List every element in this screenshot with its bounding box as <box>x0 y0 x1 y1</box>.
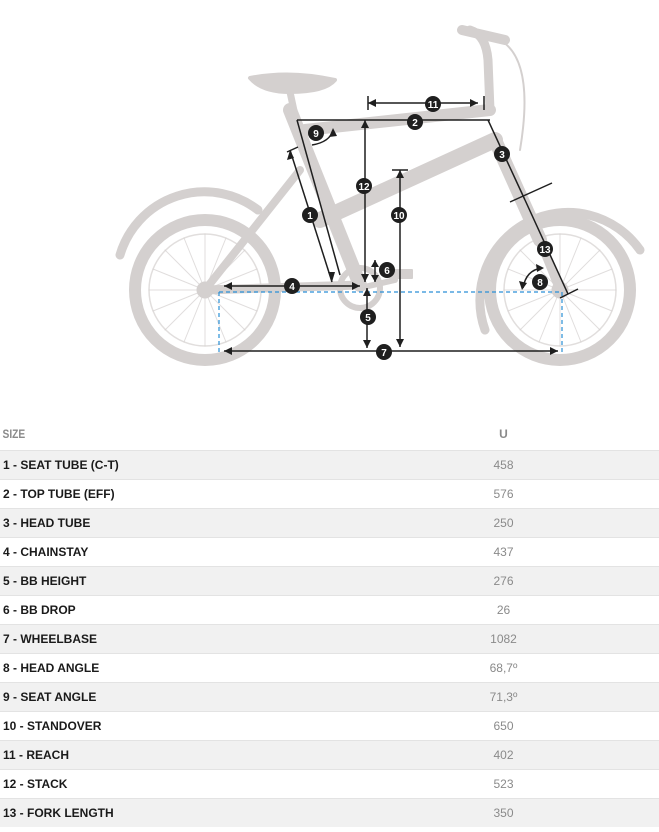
row-label: 12 - STACK <box>3 777 68 791</box>
geometry-table <box>0 418 659 827</box>
row-label: 6 - BB DROP <box>3 603 76 617</box>
row-value: 26 <box>496 603 511 617</box>
table-body <box>0 450 659 827</box>
svg-text:2: 2 <box>412 118 418 129</box>
badge-11 <box>425 96 441 112</box>
row-value: 523 <box>493 777 514 791</box>
table-row <box>0 479 659 508</box>
row-value: 250 <box>493 516 514 530</box>
row-label: 1 - SEAT TUBE (C-T) <box>3 458 119 472</box>
svg-text:8: 8 <box>537 278 543 289</box>
row-label: 2 - TOP TUBE (EFF) <box>3 487 115 501</box>
badge-10 <box>391 207 407 223</box>
svg-text:5: 5 <box>365 313 371 324</box>
svg-text:11: 11 <box>427 100 439 111</box>
table-row <box>0 798 659 827</box>
badge-2 <box>407 114 423 130</box>
svg-text:10: 10 <box>393 211 405 222</box>
bike-geometry-diagram <box>0 0 659 410</box>
table-row <box>0 740 659 769</box>
unit-column-header: U <box>499 427 508 441</box>
bike-illustration <box>0 0 659 410</box>
svg-text:12: 12 <box>358 182 370 193</box>
row-label: 11 - REACH <box>3 748 70 762</box>
table-header <box>0 418 659 450</box>
row-value: 1082 <box>490 632 517 646</box>
row-label: 7 - WHEELBASE <box>3 632 98 646</box>
row-label: 9 - SEAT ANGLE <box>3 690 97 704</box>
table-row <box>0 595 659 624</box>
row-label: 8 - HEAD ANGLE <box>3 661 100 675</box>
table-row <box>0 682 659 711</box>
size-column-header: SIZE <box>2 427 26 441</box>
table-row <box>0 624 659 653</box>
row-label: 13 - FORK LENGTH <box>3 806 114 820</box>
row-value: 576 <box>493 487 514 501</box>
badge-3 <box>494 146 510 162</box>
row-value: 650 <box>493 719 514 733</box>
row-value: 68,7º <box>489 661 518 675</box>
row-value: 276 <box>493 574 514 588</box>
row-label: 10 - STANDOVER <box>3 719 102 733</box>
table-row <box>0 566 659 595</box>
row-value: 437 <box>493 545 514 559</box>
table-row <box>0 537 659 566</box>
table-row <box>0 711 659 740</box>
svg-text:3: 3 <box>499 150 505 161</box>
svg-text:1: 1 <box>307 211 313 222</box>
row-value: 458 <box>493 458 514 472</box>
row-value: 350 <box>493 806 514 820</box>
row-value: 402 <box>493 748 514 762</box>
row-label: 4 - CHAINSTAY <box>3 545 89 559</box>
svg-text:7: 7 <box>381 348 387 359</box>
svg-text:4: 4 <box>289 282 295 293</box>
badge-1 <box>302 207 318 223</box>
bike-silhouette <box>120 30 640 360</box>
table-row <box>0 508 659 537</box>
row-label: 3 - HEAD TUBE <box>3 516 91 530</box>
svg-text:6: 6 <box>384 266 390 277</box>
badge-4 <box>284 278 300 294</box>
badge-8 <box>532 274 548 290</box>
table-row <box>0 450 659 479</box>
badge-12 <box>356 178 372 194</box>
table-row <box>0 769 659 798</box>
svg-text:9: 9 <box>313 129 319 140</box>
badge-7 <box>376 344 392 360</box>
badge-9 <box>308 125 324 141</box>
svg-text:13: 13 <box>539 245 551 256</box>
badge-13 <box>537 241 553 257</box>
row-value: 71,3º <box>489 690 518 704</box>
badge-6 <box>379 262 395 278</box>
badge-5 <box>360 309 376 325</box>
row-label: 5 - BB HEIGHT <box>3 574 87 588</box>
table-row <box>0 653 659 682</box>
